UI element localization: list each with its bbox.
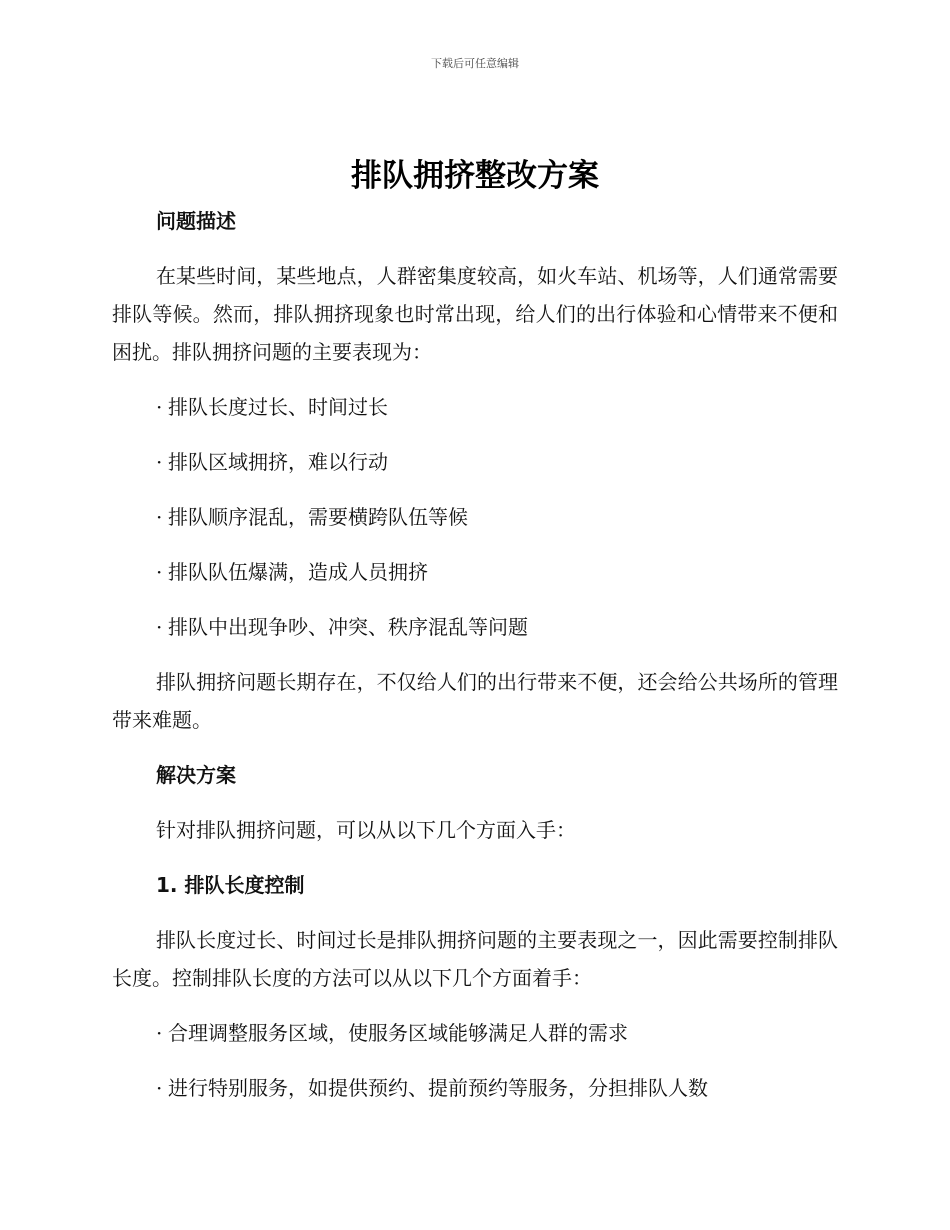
bullet-icon: · xyxy=(156,560,163,584)
list-item-text: 进行特别服务，如提供预约、提前预约等服务，分担排队人数 xyxy=(168,1076,708,1100)
list-item-text: 合理调整服务区域，使服务区域能够满足人群的需求 xyxy=(168,1021,628,1045)
bullet-icon: · xyxy=(156,395,163,419)
list-item xyxy=(112,1014,838,1069)
list-item-text: 排队队伍爆满，造成人员拥挤 xyxy=(168,560,428,584)
list-item xyxy=(112,388,838,443)
paragraph: 在某些时间，某些地点，人群密集度较高，如火车站、机场等，人们通常需要排队等候。然而，排队拥挤现象也时常出现，给人们的出行体验和心情带来不便和困扰。排队拥挤问题的主要表现为： xyxy=(112,264,838,364)
bullet-icon: · xyxy=(156,615,163,639)
section-heading-solution: 解决方案 xyxy=(156,763,236,787)
list-item xyxy=(112,443,838,498)
bullet-icon: · xyxy=(156,1021,163,1045)
bullet-icon: · xyxy=(156,505,163,529)
list-item-text: 排队中出现争吵、冲突、秩序混乱等问题 xyxy=(168,615,528,639)
document-body xyxy=(112,202,838,1124)
list-item-text: 排队长度过长、时间过长 xyxy=(168,395,388,419)
list-item xyxy=(112,608,838,663)
paragraph: 针对排队拥挤问题，可以从以下几个方面入手： xyxy=(156,818,576,842)
list-item xyxy=(112,498,838,553)
list-item xyxy=(112,1069,838,1124)
list-item-text: 排队顺序混乱，需要横跨队伍等候 xyxy=(168,505,468,529)
page-header: 下载后可任意编辑 xyxy=(431,57,519,70)
list-item xyxy=(112,553,838,608)
bullet-icon: · xyxy=(156,450,163,474)
bullet-icon: · xyxy=(156,1076,163,1100)
paragraph: 排队拥挤问题长期存在，不仅给人们的出行带来不便，还会给公共场所的管理带来难题。 xyxy=(112,670,838,732)
section-heading-problem: 问题描述 xyxy=(156,209,236,233)
paragraph: 排队长度过长、时间过长是排队拥挤问题的主要表现之一，因此需要控制排队长度。控制排队长度的方法可以从以下几个方面着手： xyxy=(112,928,838,990)
document-title: 排队拥挤整改方案 xyxy=(351,158,599,194)
subsection-heading: 1. 排队长度控制 xyxy=(156,873,305,897)
list-item-text: 排队区域拥挤，难以行动 xyxy=(168,450,388,474)
